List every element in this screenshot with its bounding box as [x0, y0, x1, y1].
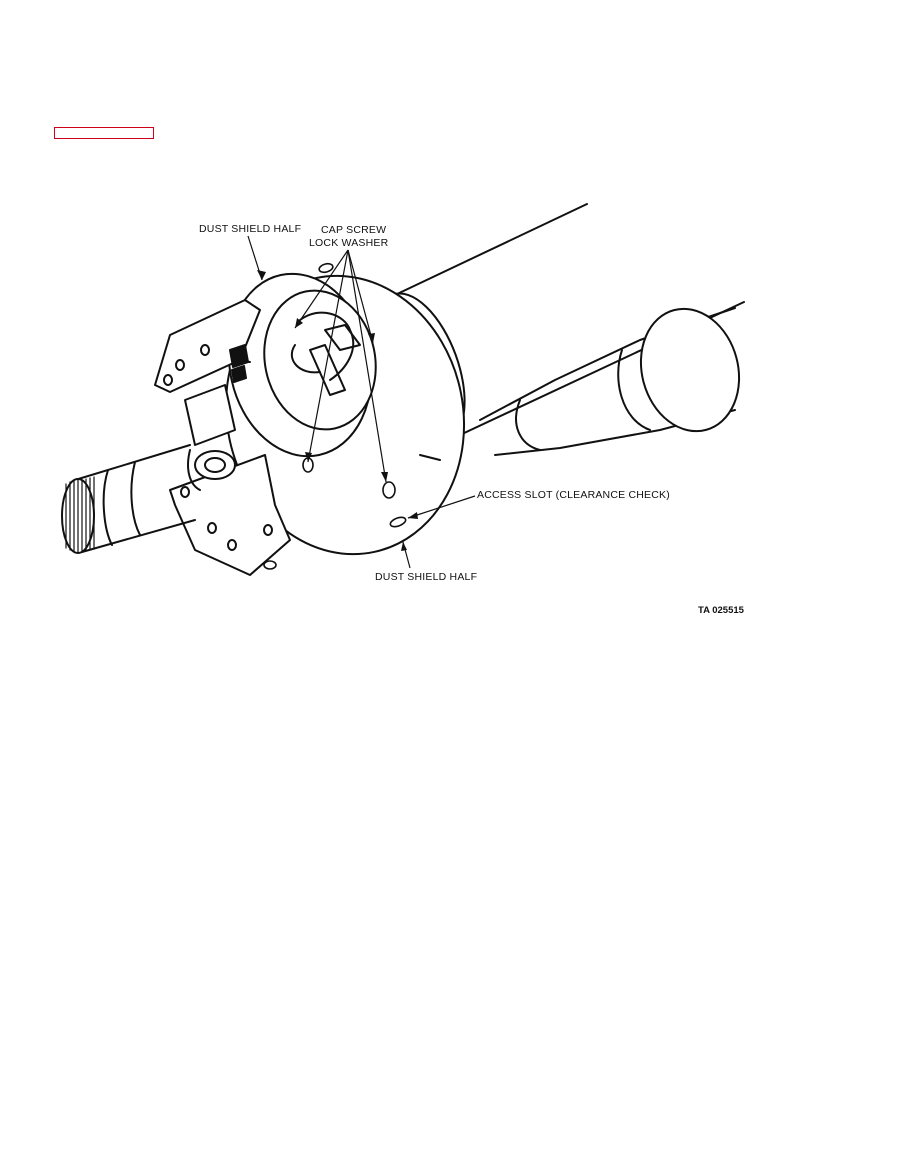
label-dust-shield-half-top: DUST SHIELD HALF — [199, 223, 302, 235]
upper-clamp-bracket — [155, 300, 260, 392]
slip-yoke — [185, 385, 235, 490]
label-dust-shield-half-bottom: DUST SHIELD HALF — [375, 571, 478, 583]
rear-housing — [480, 298, 752, 455]
label-cap-screw: CAP SCREW — [321, 224, 387, 236]
figure-id: TA 025515 — [698, 605, 744, 616]
label-lock-washer: LOCK WASHER — [309, 237, 389, 249]
label-access-slot: ACCESS SLOT (CLEARANCE CHECK) — [477, 489, 670, 501]
